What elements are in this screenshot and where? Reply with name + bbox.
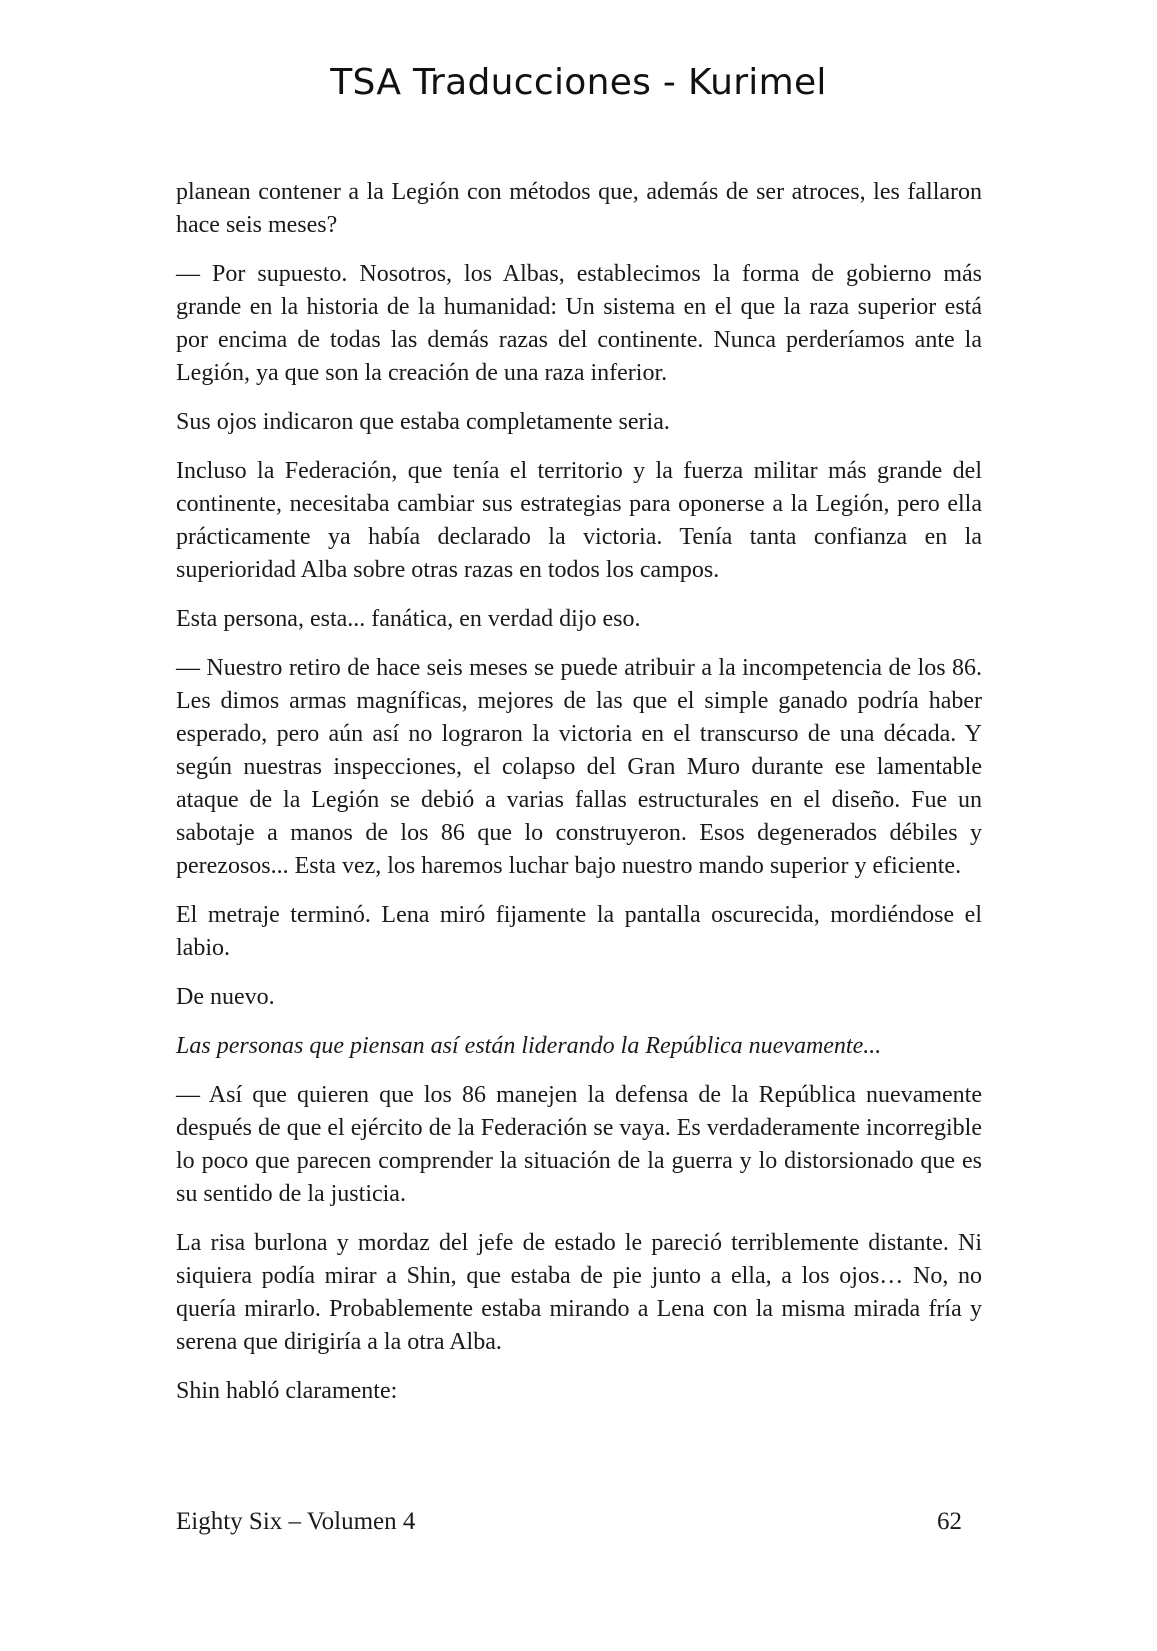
page-body: [176, 176, 982, 1424]
paragraph: Shin habló claramente:: [176, 1378, 398, 1404]
paragraph: El metraje terminó. Lena miró fijamente la pantalla oscurecida, mordiéndose el labio.: [176, 902, 982, 961]
paragraph: — Así que quieren que los 86 manejen la defensa de la República nuevamente después de que el ejército de la Federación se vaya. Es verdaderamente incorregible lo poco que parecen comprender la situación de la guerra y lo distorsionado que es su sentido de la justicia.: [176, 1082, 982, 1207]
page-footer: [176, 1508, 962, 1536]
paragraph: planean contener a la Legión con métodos que, además de ser atroces, les fallaron hace seis meses?: [176, 179, 982, 238]
italic-paragraph: Las personas que piensan así están liderando la República nuevamente...: [176, 1033, 882, 1059]
footer-book-title: Eighty Six – Volumen 4: [176, 1508, 416, 1535]
paragraph: — Nuestro retiro de hace seis meses se puede atribuir a la incompetencia de los 86. Les dimos armas magníficas, mejores de las que el simple ganado podría haber esperado, pero aún así no lograron la victoria en el transcurso de una década. Y según nuestras inspecciones, el colapso del Gran Muro durante ese lamentable ataque de la Legión se debió a varias fallas estructurales en el diseño. Fue un sabotaje a manos de los 86 que lo construyeron. Esos degenerados débiles y perezosos... Esta vez, los haremos luchar bajo nuestro mando superior y eficiente.: [176, 655, 982, 879]
page-header-title: TSA Traducciones - Kurimel: [330, 62, 827, 103]
paragraph: — Por supuesto. Nosotros, los Albas, establecimos la forma de gobierno más grande en la historia de la humanidad: Un sistema en el que la raza superior está por encima de todas las demás razas del continente. Nunca perderíamos ante la Legión, ya que son la creación de una raza inferior.: [176, 261, 982, 386]
paragraph: La risa burlona y mordaz del jefe de estado le pareció terriblemente distante. Ni siquiera podía mirar a Shin, que estaba de pie junto a ella, a los ojos… No, no quería mirarlo. Probablemente estaba mirando a Lena con la misma mirada fría y serena que dirigiría a la otra Alba.: [176, 1230, 982, 1355]
paragraph: De nuevo.: [176, 984, 275, 1010]
page-number: 62: [937, 1508, 962, 1535]
paragraph: Esta persona, esta... fanática, en verdad dijo eso.: [176, 606, 641, 632]
paragraph: Sus ojos indicaron que estaba completamente seria.: [176, 409, 670, 435]
paragraph: Incluso la Federación, que tenía el territorio y la fuerza militar más grande del continente, necesitaba cambiar sus estrategias para oponerse a la Legión, pero ella prácticamente ya había declarado la victoria. Tenía tanta confianza en la superioridad Alba sobre otras razas en todos los campos.: [176, 458, 982, 583]
